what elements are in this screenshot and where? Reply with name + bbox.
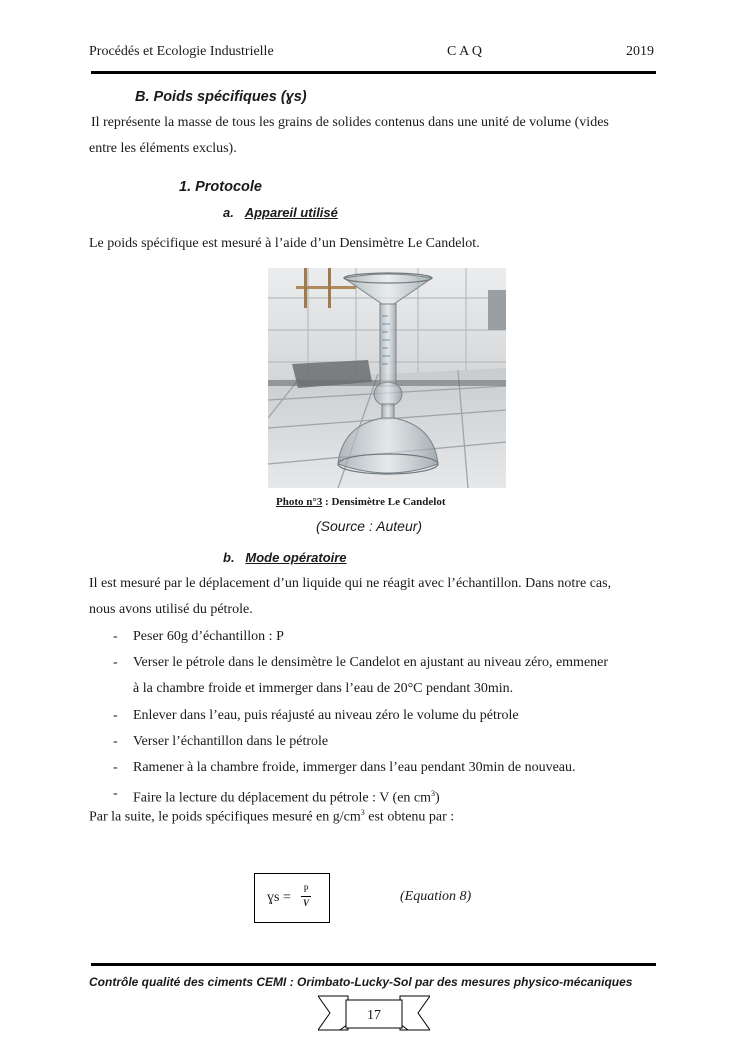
step-text-end: ) [435,790,440,806]
section-title: B. Poids spécifiques (ɣs) [135,89,307,105]
step-text: Enlever dans l’eau, puis réajusté au niveau zéro le volume du pétrole [133,707,519,723]
equation-denominator: V [302,898,309,908]
header-center: C A Q [447,44,483,59]
subsection-b-label: b. [223,550,235,565]
result-text-a: Par la suite, le poids spécifiques mesuré en g/cm [89,809,361,825]
subsection-a-label: a. [223,205,234,220]
result-text [89,808,454,826]
list-item: - Enlever dans l’eau, puis réajusté au niveau zéro le volume du pétrole [113,707,519,723]
apparatus-text: Le poids spécifique est mesuré à l’aide d’un Densimètre Le Candelot. [89,236,480,251]
intro-line-2: entre les éléments exclus). [89,141,237,156]
step-text: Verser l’échantillon dans le pétrole [133,733,329,749]
footer-title: Contrôle qualité des ciments CEMI : Orimbato-Lucky-Sol par des mesures physico-mécaniques [89,975,633,989]
list-item: - Ramener à la chambre froide, immerger dans l’eau pendant 30min de nouveau. [113,760,576,776]
step-text: à la chambre froide et immerger dans l’eau de 20°C pendant 30min. [133,681,514,697]
list-item-continuation [91,676,661,702]
subsection-protocole: 1. Protocole [179,179,262,195]
step-superscript: 3 [431,789,436,799]
step-text: Peser 60g d’échantillon : P [133,629,284,644]
photo-caption [276,496,446,508]
list-item: - Verser le pétrole dans le densimètre le Candelot en ajustant au niveau zéro, emmener [113,655,609,671]
steps-list [91,624,661,812]
header-rule [91,71,656,74]
equation-fraction-bar [301,896,311,897]
footer-rule [91,963,656,966]
equation-numerator: P [303,884,309,894]
header-right: 2019 [626,44,654,59]
page-number: 17 [367,1008,381,1023]
photo-caption-label: Photo n°3 [276,496,323,508]
mode-line-2: nous avons utilisé du pétrole. [89,602,253,617]
step-text: Faire la lecture du déplacement du pétrole : V (en cm [133,790,432,806]
subsection-a-heading [223,205,338,220]
equation-label: (Equation 8) [400,889,472,904]
intro-line-1: Il représente la masse de tous les grains de solides contenus dans une unité de volume (vides [91,115,609,130]
photo-caption-text: : Densimètre Le Candelot [322,496,446,508]
result-superscript: 3 [360,808,365,817]
list-item: - Verser l’échantillon dans le pétrole [113,733,329,749]
equation-box [254,873,330,923]
subsection-b-title: Mode opératoire [245,550,347,565]
photo-source: (Source : Auteur) [316,518,423,534]
subsection-b-heading [223,550,347,565]
mode-line-1: Il est mesuré par le déplacement d’un liquide qui ne réagit avec l’échantillon. Dans notre cas, [89,576,612,591]
step-text: Ramener à la chambre froide, immerger dans l’eau pendant 30min de nouveau. [133,760,576,776]
step-text: Verser le pétrole dans le densimètre le Candelot en ajustant au niveau zéro, emmener [133,655,609,671]
photo-densimetre [268,268,506,488]
list-item: - Faire la lecture du déplacement du pétrole : V (en $cm^3$) [113,786,440,806]
densimetre-illustration [268,268,506,488]
equation-lhs: ɣs = [267,890,291,905]
result-text-b: est obtenu par : [364,809,455,825]
header-left: Procédés et Ecologie Industrielle [89,44,274,59]
list-item: - Peser 60g d’échantillon : P [113,629,284,644]
subsection-a-title: Appareil utilisé [244,205,338,220]
